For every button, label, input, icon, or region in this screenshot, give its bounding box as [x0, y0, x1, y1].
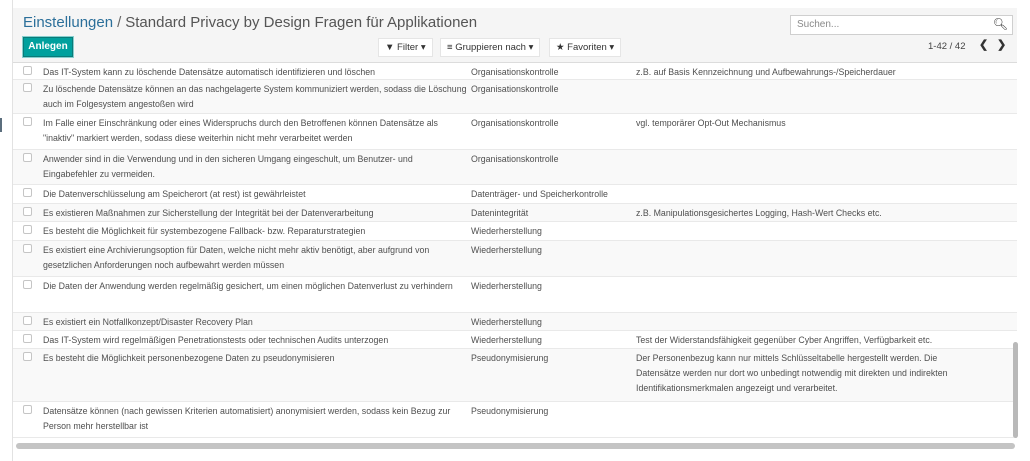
category-cell: Organisationskontrolle: [471, 154, 559, 164]
row-checkbox[interactable]: [23, 316, 32, 325]
note-cell: z.B. auf Basis Kennzeichnung und Aufbewahrungs-/Speicherdauer: [636, 67, 896, 77]
category-cell: Wiederherstellung: [471, 317, 542, 327]
category-cell: Wiederherstellung: [471, 281, 542, 291]
note-cell: vgl. temporärer Opt-Out Mechanismus: [636, 118, 786, 128]
question-cell: Die Daten der Anwendung werden regelmäßig gesichert, um einen möglichen Datenverlust zu verhindern: [43, 281, 453, 291]
breadcrumb-separator: /: [117, 14, 122, 31]
question-cell: Es existiert eine Archivierungsoption für Daten, welche nicht mehr aktiv benötigt, aber aufgrund von gesetzlichen Anforderungen noch aufbewahrt werden müssen: [43, 245, 430, 270]
table-row[interactable]: [13, 277, 1017, 313]
row-checkbox[interactable]: [23, 334, 32, 343]
question-cell: Zu löschende Datensätze können an das nachgelagerte System kommuniziert werden, sodass die Löschung auch im Folgesystem angestoßen wird: [43, 84, 467, 109]
create-button[interactable]: Anlegen: [23, 37, 73, 57]
vertical-scrollbar-thumb[interactable]: [1013, 342, 1018, 438]
group-icon: ≡: [447, 42, 453, 53]
breadcrumb: [23, 14, 477, 31]
category-cell: Wiederherstellung: [471, 245, 542, 255]
row-checkbox[interactable]: [23, 280, 32, 289]
chevron-down-icon: ▾: [609, 42, 615, 53]
edge-marker: [0, 118, 2, 132]
pager-next-icon[interactable]: ❯: [997, 39, 1007, 51]
star-icon: ★: [556, 42, 565, 53]
group-by-button[interactable]: [440, 38, 540, 57]
favorites-label: Favoriten: [567, 42, 607, 53]
row-checkbox[interactable]: [23, 244, 32, 253]
row-checkbox[interactable]: [23, 405, 32, 414]
note-cell: Test der Widerstandsfähigkeit gegenüber Cyber Angriffen, Verfügbarkeit etc.: [636, 335, 933, 345]
category-cell: Wiederherstellung: [471, 335, 542, 345]
table-row[interactable]: [13, 204, 1017, 222]
row-checkbox[interactable]: [23, 207, 32, 216]
category-cell: Organisationskontrolle: [471, 67, 559, 77]
table-row[interactable]: [13, 114, 1017, 150]
question-cell: Anwender sind in die Verwendung und in den sicheren Umgang eingeschult, um Benutzer- und Eingabefehler zu vermeiden.: [43, 154, 413, 179]
category-cell: Organisationskontrolle: [471, 118, 559, 128]
table-row[interactable]: [13, 349, 1017, 402]
horizontal-scrollbar-thumb[interactable]: [16, 443, 1015, 449]
favorites-button[interactable]: [549, 38, 621, 57]
category-cell: Pseudonymisierung: [471, 353, 549, 363]
category-cell: Wiederherstellung: [471, 226, 542, 236]
category-cell: Pseudonymisierung: [471, 406, 549, 416]
table-row[interactable]: [13, 222, 1017, 241]
category-cell: Datenintegrität: [471, 208, 529, 218]
chevron-down-icon: ▾: [420, 42, 426, 53]
filter-button[interactable]: [378, 38, 433, 57]
filter-icon: ▼: [385, 42, 395, 53]
row-checkbox[interactable]: [23, 66, 32, 75]
breadcrumb-current: Standard Privacy by Design Fragen für Applikationen: [125, 14, 478, 31]
row-checkbox[interactable]: [23, 83, 32, 92]
search-icon[interactable]: 🔍︎: [992, 17, 1008, 31]
table-row[interactable]: [13, 185, 1017, 204]
question-cell: Es besteht die Möglichkeit für systembezogene Fallback- bzw. Reparaturstrategien: [43, 226, 366, 236]
table-row[interactable]: [13, 313, 1017, 331]
note-cell: Der Personenbezug kann nur mittels Schlüsseltabelle hergestellt werden. Die Datensätze werden nur dort wo unbedingt notwendig mit direkten und indirekten Identifikationsmerkmalen angezeigt und verarbeitet.: [636, 353, 948, 393]
search-placeholder: Suchen...: [797, 19, 840, 30]
question-cell: Im Falle einer Einschränkung oder eines Widerspruchs durch den Betroffenen können Datensätze als "inaktiv" markiert werden, sodass diese weiterhin nicht mehr verarbeitet werden: [43, 118, 438, 143]
table-row[interactable]: [13, 63, 1017, 80]
group-label: Gruppieren nach: [455, 42, 526, 53]
question-cell: Es existieren Maßnahmen zur Sicherstellung der Integrität bei der Datenverarbeitung: [43, 208, 374, 218]
table-row[interactable]: [13, 331, 1017, 349]
category-cell: Organisationskontrolle: [471, 84, 559, 94]
table-row[interactable]: [13, 80, 1017, 114]
pager-previous-icon[interactable]: ❮: [979, 39, 989, 51]
category-cell: Datenträger- und Speicherkontrolle: [471, 189, 608, 199]
table-row[interactable]: [13, 150, 1017, 185]
question-cell: Datensätze können (nach gewissen Kriterien automatisiert) anonymisiert werden, sodass kein Bezug zur Person mehr herstellbar ist: [43, 406, 451, 431]
chevron-down-icon: ▾: [528, 42, 534, 53]
pager-value[interactable]: 1-42 / 42: [928, 41, 966, 52]
table-row[interactable]: [13, 402, 1017, 438]
control-panel: [13, 8, 1017, 63]
question-cell: Das IT-System kann zu löschende Datensätze automatisch identifizieren und löschen: [43, 67, 376, 77]
question-cell: Die Datenverschlüsselung am Speicherort (at rest) ist gewährleistet: [43, 189, 306, 199]
search-input[interactable]: [790, 15, 1013, 35]
question-cell: Das IT-System wird regelmäßigen Penetrationstests oder technischen Audits unterzogen: [43, 335, 389, 345]
breadcrumb-parent-link[interactable]: Einstellungen: [23, 14, 114, 31]
left-edge-strip: [0, 0, 13, 461]
table-row[interactable]: [13, 241, 1017, 277]
row-checkbox[interactable]: [23, 352, 32, 361]
question-cell: Es besteht die Möglichkeit personenbezogene Daten zu pseudonymisieren: [43, 353, 335, 363]
row-checkbox[interactable]: [23, 188, 32, 197]
note-cell: z.B. Manipulationsgesichertes Logging, Hash-Wert Checks etc.: [636, 208, 882, 218]
row-checkbox[interactable]: [23, 117, 32, 126]
filter-label: Filter: [397, 42, 419, 53]
question-cell: Es existiert ein Notfallkonzept/Disaster Recovery Plan: [43, 317, 253, 327]
row-checkbox[interactable]: [23, 153, 32, 162]
row-checkbox[interactable]: [23, 225, 32, 234]
